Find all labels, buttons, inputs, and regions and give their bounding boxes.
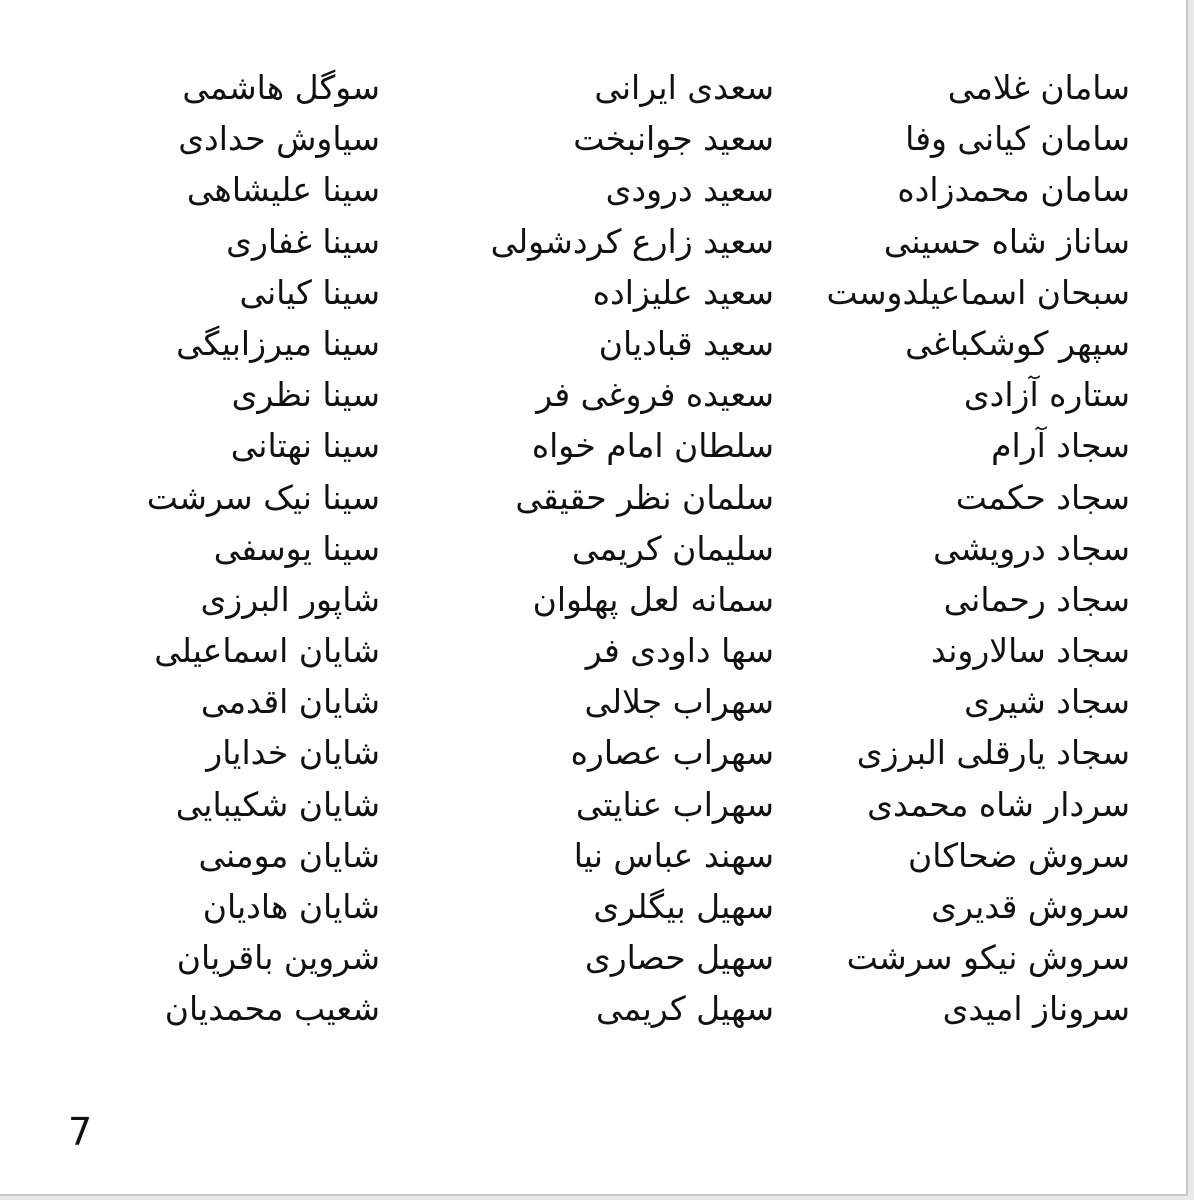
name-entry: سروش ضحاکان xyxy=(908,835,1130,875)
name-entry: سعید علیزاده xyxy=(592,272,774,312)
name-entry: شایان اقدمی xyxy=(200,682,380,722)
name-entry: سعید درودی xyxy=(605,170,774,210)
name-entry: سینا نظری xyxy=(231,375,380,415)
name-entry: سهراب جلالی xyxy=(584,682,774,722)
name-entry: سینا کیانی xyxy=(239,272,380,312)
name-entry: سلمان نظر حقیقی xyxy=(515,477,774,517)
name-entry: سها داودی فر xyxy=(585,631,774,671)
name-entry: شروین باقریان xyxy=(176,938,380,978)
name-entry: سیاوش حدادی xyxy=(178,119,380,159)
name-entry: سعید قبادیان xyxy=(598,323,774,363)
name-entry: سهند عباس نیا xyxy=(573,835,774,875)
name-entry: سینا علیشاهی xyxy=(186,170,380,210)
name-entry: سعیده فروغی فر xyxy=(536,375,774,415)
name-entry: شایان مومنی xyxy=(198,835,380,875)
name-entry: شایان هادیان xyxy=(202,887,380,926)
name-entry: سهیل بیگلری xyxy=(593,887,774,926)
name-entry: سعید زارع کردشولی xyxy=(490,221,774,261)
name-entry: سینا میرزابیگی xyxy=(176,323,380,363)
name-entry: سهراب عصاره xyxy=(570,733,774,773)
name-entry: سجاد رحمانی xyxy=(943,579,1130,619)
name-entry: سهیل کریمی xyxy=(596,989,774,1029)
name-entry: سپهر کوشکباغی xyxy=(905,323,1130,363)
name-entry: سامان محمدزاده xyxy=(897,170,1130,210)
name-entry: سهراب عنایتی xyxy=(575,784,774,824)
name-entry: سعید جوانبخت xyxy=(573,119,774,159)
name-entry: سردار شاه محمدی xyxy=(867,784,1130,824)
name-entry: سوگل هاشمی xyxy=(182,68,380,107)
name-entry: سجاد درویشی xyxy=(933,528,1130,568)
name-entry: شاپور البرزی xyxy=(200,579,380,619)
name-entry: سامان کیانی وفا xyxy=(905,119,1130,159)
name-entry: سروناز امیدی xyxy=(942,989,1130,1029)
name-entry: ستاره آزادی xyxy=(963,375,1130,415)
name-entry: سجاد یارقلی البرزی xyxy=(856,733,1130,773)
name-entry: ساناز شاه حسینی xyxy=(883,221,1130,261)
name-entry: سینا نهتانی xyxy=(230,426,380,466)
name-entry: سروش نیکو سرشت xyxy=(846,938,1130,978)
name-entry: شایان اسماعیلی xyxy=(154,631,380,671)
name-entry: شعیب محمدیان xyxy=(164,989,380,1029)
names-column-2 xyxy=(491,62,774,1035)
name-entry: سجاد حکمت xyxy=(955,477,1130,517)
name-entry: سینا نیک سرشت xyxy=(146,477,380,517)
name-entry: سعدی ایرانی xyxy=(594,68,774,107)
name-entry: سلیمان کریمی xyxy=(571,528,774,568)
names-column-3 xyxy=(147,62,380,1035)
name-entry: سجاد سالاروند xyxy=(930,631,1130,671)
name-entry: سمانه لعل پهلوان xyxy=(532,579,774,619)
name-entry: سلطان امام خواه xyxy=(531,426,774,466)
names-column-1 xyxy=(826,62,1130,1035)
name-entry: شایان شکیبایی xyxy=(175,784,380,824)
name-entry: سینا یوسفی xyxy=(213,528,380,568)
name-entry: سروش قدیری xyxy=(931,887,1130,926)
name-entry: سجاد آرام xyxy=(991,426,1130,466)
name-entry: سبحان اسماعیلدوست xyxy=(826,272,1130,312)
name-entry: سهیل حصاری xyxy=(584,938,774,978)
name-entry: سامان غلامی xyxy=(947,68,1130,107)
name-entry: سینا غفاری xyxy=(226,221,380,261)
name-entry: سجاد شیری xyxy=(964,682,1130,722)
page-number: 7 xyxy=(68,1110,93,1154)
name-entry: شایان خدایار xyxy=(206,733,380,773)
